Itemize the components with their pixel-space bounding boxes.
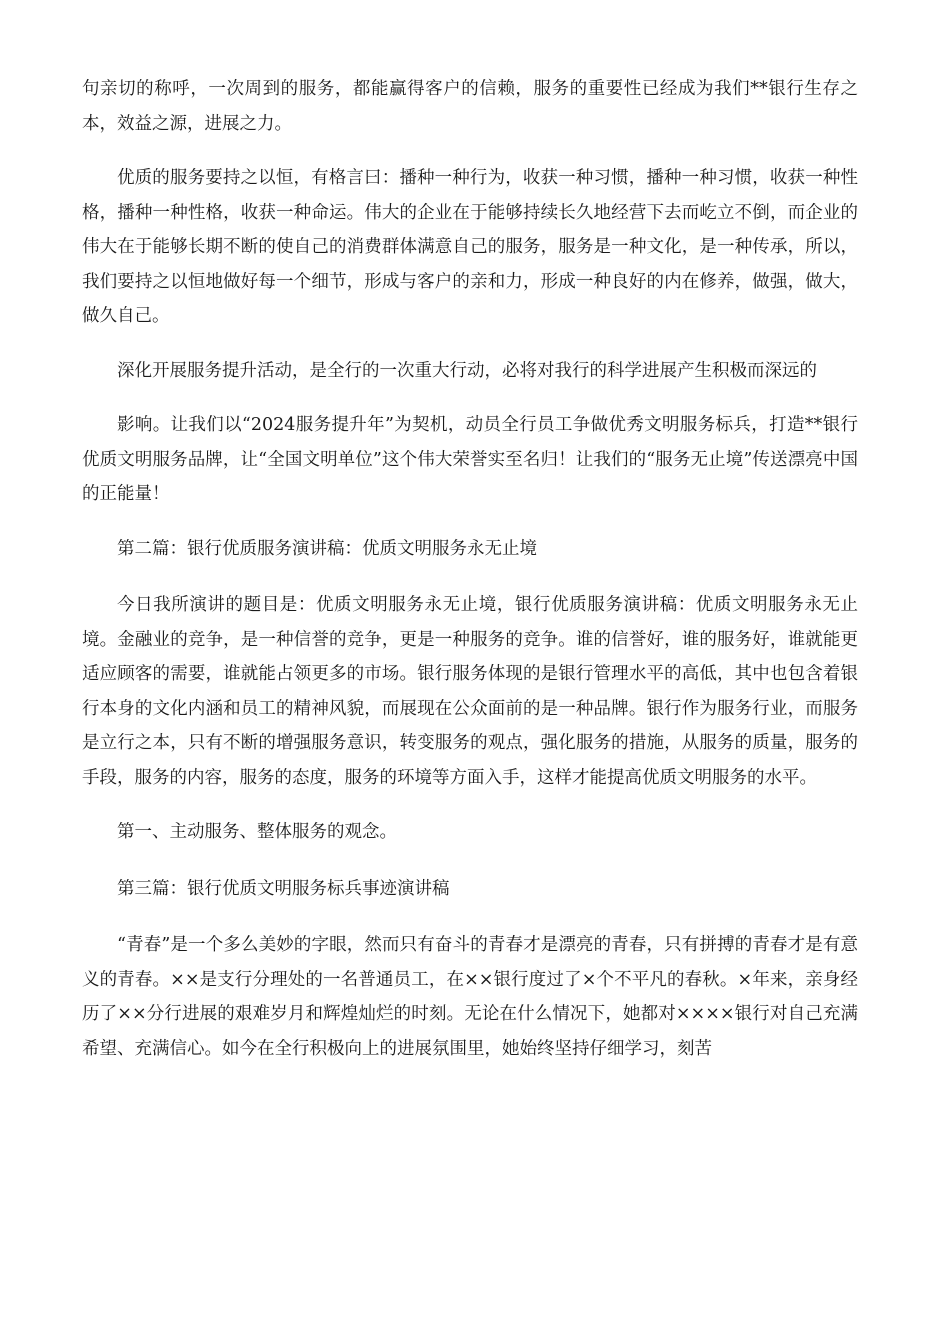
subheading-first: 第一、主动服务、整体服务的观念。 bbox=[117, 822, 397, 842]
section-heading-3: 第三篇：银行优质文明服务标兵事迹演讲稿 bbox=[117, 878, 450, 899]
paragraph-6: “青春”是一个多么美妙的字眼，然而只有奋斗的青春才是漂亮的青春，只有拼搏的青春才是有意义的青春。××是支行分理处的一名普通员工，在××银行度过了×个不平凡的春秋。×年来，亲身经历了××分行进展的艰难岁月和辉煌灿烂的时刻。无论在什么情况下，她都对××××银行对自己充满希望、充满信心。如今在全行积极向上的进展氛围里，她始终坚持仔细学习，刻苦 bbox=[82, 935, 858, 1059]
paragraph-4: 影响。让我们以“2024服务提升年”为契机，动员全行员工争做优秀文明服务标兵，打造**银行优质文明服务品牌，让“全国文明单位”这个伟大荣誉实至名归！让我们的“服务无止境”传送漂亮中国的正能量！ bbox=[82, 415, 858, 504]
paragraph-5: 今日我所演讲的题目是：优质文明服务永无止境，银行优质服务演讲稿：优质文明服务永无止境。金融业的竞争，是一种信誉的竞争，更是一种服务的竞争。谁的信誉好，谁的服务好，谁就能更适应顾客的需要，谁就能占领更多的市场。银行服务体现的是银行管理水平的高低，其中也包含着银行本身的文化内涵和员工的精神风貌，而展现在公众面前的是一种品牌。银行作为服务行业，而服务是立行之本，只有不断的增强服务意识，转变服务的观点，强化服务的措施，从服务的质量，服务的手段，服务的内容，服务的态度，服务的环境等方面入手，这样才能提高优质文明服务的水平。 bbox=[82, 595, 858, 788]
paragraph-3: 深化开展服务提升活动，是全行的一次重大行动，必将对我行的科学进展产生积极而深远的 bbox=[117, 360, 817, 381]
paragraph-2: 优质的服务要持之以恒，有格言曰：播种一种行为，收获一种习惯，播种一种习惯，收获一种性格，播种一种性格，收获一种命运。伟大的企业在于能够持续长久地经营下去而屹立不倒，而企业的伟大在于能够长期不断的使自己的消费群体满意自己的服务，服务是一种文化，是一种传承，所以，我们要持之以恒地做好每一个细节，形成与客户的亲和力，形成一种良好的内在修养，做强，做大，做久自己。 bbox=[82, 168, 858, 326]
document-page bbox=[82, 72, 858, 1086]
paragraph-1: 句亲切的称呼，一次周到的服务，都能赢得客户的信赖，服务的重要性已经成为我们**银行生存之本，效益之源，进展之力。 bbox=[82, 79, 858, 134]
section-heading-2: 第二篇：银行优质服务演讲稿：优质文明服务永无止境 bbox=[117, 538, 537, 559]
